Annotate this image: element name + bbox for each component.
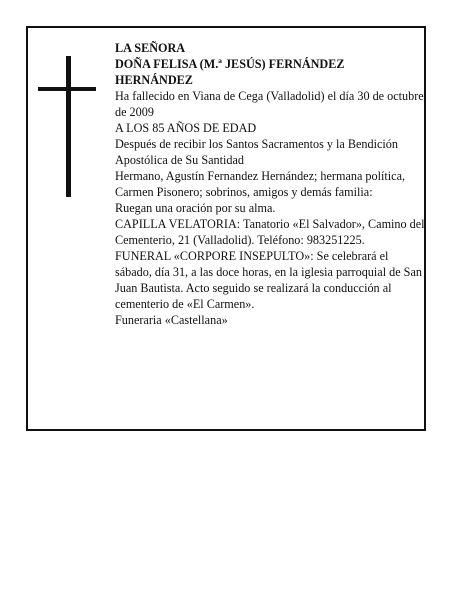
funeral-info: FUNERAL «CORPORE INSEPULTO»: Se celebrará el sábado, día 31, a las doce horas, en la iglesia parroquial de San Juan Bautista. Acto seguido se realizará la conducción al cementerio de «El Carmen». [115, 249, 422, 311]
death-statement: Ha fallecido en Viana de Cega (Valladolid) el día 30 de octubre de 2009 [115, 89, 424, 119]
funeral-home: Funeraria «Castellana» [115, 313, 228, 327]
deceased-name: DOÑA FELISA (M.ª JESÚS) FERNÁNDEZ HERNÁNDEZ [115, 57, 345, 87]
cross-horizontal-bar [38, 87, 96, 91]
notice-title: LA SEÑORA [115, 41, 186, 55]
sacraments-statement: Después de recibir los Santos Sacramentos y la Bendición Apostólica de Su Santidad [115, 137, 398, 167]
obituary-notice [26, 26, 426, 431]
obituary-text [115, 40, 425, 328]
chapel-info: CAPILLA VELATORIA: Tanatorio «El Salvador», Camino del Cementerio, 21 (Valladolid). Teléfono: 983251225. [115, 217, 425, 247]
prayer-request: Ruegan una oración por su alma. [115, 201, 276, 215]
family-statement: Hermano, Agustín Fernandez Hernández; hermana política, Carmen Pisonero; sobrinos, amigos y demás familia: [115, 169, 406, 199]
cross-vertical-bar [66, 56, 71, 197]
age-statement: A LOS 85 AÑOS DE EDAD [115, 121, 257, 135]
